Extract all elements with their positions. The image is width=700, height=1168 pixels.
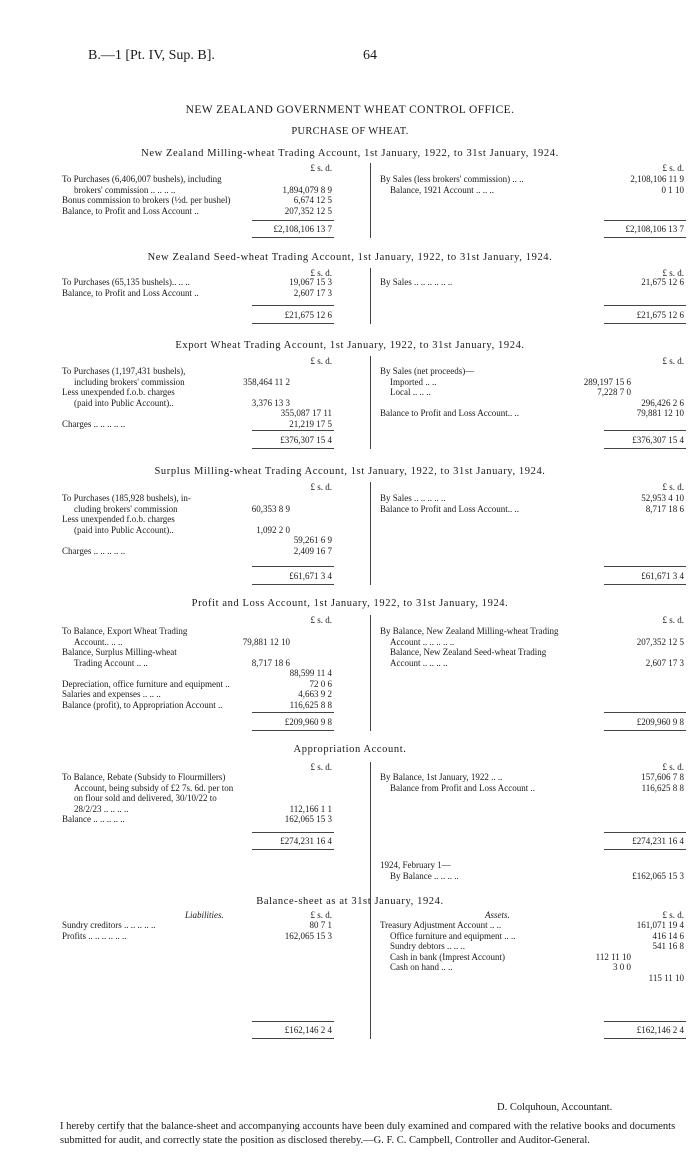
seed-total-rule [604, 305, 686, 306]
approp-after-label: By Balance .. .. .. .. [390, 871, 459, 881]
pl-right-amount: 207,352 12 5 [636, 636, 684, 647]
approp-total-rule [252, 849, 334, 850]
approp-left-amount: 162,065 15 3 [284, 814, 332, 824]
surplus-left-label: To Purchases (185,928 bushels), in- [62, 493, 191, 503]
pl-left-label: Balance (profit), to Appropriation Account .. [62, 699, 223, 710]
pl-total-rule [252, 712, 334, 713]
approp-right-label: Balance from Profit and Loss Account .. [390, 782, 535, 793]
accountant-signature: D. Colquhoun, Accountant. [497, 1102, 613, 1113]
bs-right-label: Cash on hand .. .. [390, 962, 453, 972]
pl-right-label: By Balance, New Zealand Milling-wheat Trading [380, 626, 559, 636]
bs-right-amount: 161,071 19 4 [636, 920, 684, 930]
page-number: 64 [363, 48, 377, 63]
export-title: Export Wheat Trading Account, 1st January, 1922, to 31st January, 1924. [175, 340, 525, 351]
surplus-total-rule [604, 566, 686, 567]
milling-total-rule [252, 220, 334, 221]
pl-total-rule [252, 730, 334, 731]
milling-right-label: Balance, 1921 Account .. .. .. [390, 184, 494, 195]
pl-left-label: To Balance, Export Wheat Trading [62, 626, 188, 636]
pl-left-amount: 72 0 6 [309, 678, 332, 689]
export-left-label: including brokers' commission [74, 376, 185, 387]
approp-left-label: To Balance, Rebate (Subsidy to Flourmillers) [62, 772, 226, 782]
surplus-divider [370, 482, 371, 585]
milling-total-right: £2,108,106 13 7 [625, 224, 684, 234]
surplus-left-sub-amount: 60,353 8 9 [251, 503, 290, 514]
seed-total-left: £21,675 12 6 [284, 310, 332, 320]
liabilities-label: Liabilities. [185, 910, 224, 920]
approp-after-amount: £162,065 15 3 [632, 871, 684, 881]
bs-total-rule [252, 1021, 334, 1022]
milling-right-label: By Sales (less brokers' commission) .. .. [380, 174, 524, 184]
pl-currency-right: £ s. d. [662, 615, 684, 625]
page-subtitle: PURCHASE OF WHEAT. [291, 126, 409, 137]
surplus-currency-right: £ s. d. [662, 482, 684, 492]
surplus-total-rule [252, 584, 334, 585]
approp-right-amount: 116,625 8 8 [641, 782, 684, 793]
bs-left-label: Profits .. .. .. .. .. .. [62, 930, 127, 941]
bs-left-label: Sundry creditors .. .. .. .. .. [62, 920, 156, 930]
approp-after-date: 1924, February 1— [380, 860, 451, 870]
surplus-total-right: £61,671 3 4 [641, 571, 684, 581]
page-reference: B.—1 [Pt. IV, Sup. B]. [88, 48, 215, 63]
seed-total-rule [252, 305, 334, 306]
approp-left-label: Balance .. .. .. .. .. [62, 814, 125, 824]
assets-label: Assets. [485, 910, 510, 920]
milling-left-amount: 6,674 12 5 [293, 195, 332, 205]
milling-total-rule [604, 237, 686, 238]
pl-right-amount: 2,607 17 3 [645, 657, 684, 668]
export-right-sub-amount: 289,197 15 6 [583, 376, 631, 387]
pl-left-amount: 4,663 9 2 [298, 689, 332, 699]
seed-total-rule [604, 323, 686, 324]
export-total-rule [252, 430, 334, 431]
bs-left-amount: 162,065 15 3 [284, 930, 332, 941]
milling-left-amount: 1,894,079 8 9 [282, 184, 332, 195]
milling-left-amount: 207,352 12 5 [284, 205, 332, 216]
bs-total-rule [604, 1038, 686, 1039]
export-left-label: To Purchases (1,197,431 bushels), [62, 366, 186, 376]
export-right-label: Local .. .. .. [390, 387, 431, 397]
surplus-left-amount: 59,261 6 9 [293, 535, 332, 545]
seed-right-label: By Sales .. .. .. .. .. .. [380, 277, 453, 287]
surplus-right-label: By Sales .. .. .. .. .. [380, 493, 446, 503]
surplus-left-amount: 2,409 16 7 [293, 545, 332, 556]
pl-divider [370, 615, 371, 731]
export-left-sub-amount: 358,464 11 2 [243, 376, 290, 387]
bs-right-label: Treasury Adjustment Account .. .. [380, 920, 502, 930]
seed-total-right: £21,675 12 6 [636, 310, 684, 320]
pl-left-label: Salaries and expenses .. .. .. [62, 689, 161, 699]
seed-left-label: To Purchases (65,135 bushels).. .. .. [62, 277, 190, 287]
export-total-left: £376,307 15 4 [280, 435, 332, 445]
export-left-amount: 355,087 17 11 [280, 408, 332, 418]
bs-right-amount: 416 14 6 [652, 930, 684, 941]
approp-left-label: 28/2/23 .. .. .. .. [74, 803, 129, 814]
page-title: NEW ZEALAND GOVERNMENT WHEAT CONTROL OFFICE. [185, 104, 515, 116]
approp-divider [370, 762, 371, 916]
milling-right-amount: 2,108,106 11 9 [630, 174, 684, 184]
export-right-sub-amount: 7,228 7 0 [597, 387, 631, 397]
surplus-right-amount: 52,953 4 10 [641, 493, 684, 503]
seed-title: New Zealand Seed-wheat Trading Account, 1st January, 1922, to 31st January, 1924. [147, 252, 553, 263]
export-currency-left: £ s. d. [310, 356, 332, 366]
export-total-rule [252, 448, 334, 449]
milling-left-label: To Purchases (6,406,007 bushels), including [62, 174, 222, 184]
surplus-total-rule [252, 566, 334, 567]
bs-currency-left: £ s. d. [310, 910, 332, 920]
bs-right-amount: 115 11 10 [648, 972, 684, 983]
pl-left-label: Depreciation, office furniture and equipment .. [62, 678, 230, 689]
seed-left-label: Balance, to Profit and Loss Account .. [62, 287, 199, 298]
export-left-label: Less unexpended f.o.b. charges [62, 387, 175, 397]
milling-currency-left: £ s. d. [310, 163, 332, 173]
pl-right-label: Balance, New Zealand Seed-wheat Trading [390, 647, 547, 657]
pl-left-amount: 88,599 11 4 [289, 668, 332, 678]
surplus-left-label: (paid into Public Account).. [74, 524, 174, 535]
surplus-total-left: £61,671 3 4 [289, 571, 332, 581]
bs-right-sub-amount: 112 11 10 [595, 951, 631, 962]
surplus-left-label: cluding brokers' commission [74, 503, 178, 514]
surplus-left-label: Charges .. .. .. .. .. [62, 545, 126, 556]
surplus-right-label: Balance to Profit and Loss Account.. .. [380, 503, 519, 514]
bs-right-amount: 541 16 8 [652, 941, 684, 951]
export-right-label: Imported .. .. [390, 376, 437, 387]
approp-left-label: Account, being subsidy of £2 7s. 6d. per ton [74, 782, 234, 793]
export-left-label: (paid into Public Account).. [74, 397, 174, 408]
export-right-amount: 296,426 2 6 [641, 397, 684, 408]
bs-right-label: Cash in bank (Imprest Account) [390, 951, 505, 962]
pl-left-label: Trading Account .. .. [74, 657, 148, 668]
export-total-rule [604, 430, 686, 431]
bs-total-left: £162,146 2 4 [284, 1025, 332, 1035]
pl-total-rule [604, 712, 686, 713]
pl-left-label: Account.. .. .. [74, 636, 123, 647]
pl-left-sub-amount: 79,881 12 10 [242, 636, 290, 647]
milling-left-label: brokers' commission .. .. .. .. [74, 184, 176, 195]
approp-right-label: By Balance, 1st January, 1922 .. .. [380, 772, 503, 782]
pl-left-label: Balance, Surplus Milling-wheat [62, 647, 177, 657]
bs-total-rule [252, 1038, 334, 1039]
export-right-label: By Sales (net proceeds)— [380, 366, 475, 376]
export-left-label: Charges .. .. .. .. .. [62, 418, 126, 429]
approp-currency-left: £ s. d. [310, 762, 332, 772]
approp-title: Appropriation Account. [293, 744, 407, 755]
export-total-rule [604, 448, 686, 449]
approp-left-amount: 112,166 1 1 [289, 803, 332, 814]
pl-right-label: Account .. .. .. .. .. [390, 636, 455, 647]
seed-currency-left: £ s. d. [310, 268, 332, 278]
bs-right-sub-amount: 3 0 0 [613, 962, 631, 972]
surplus-total-rule [604, 584, 686, 585]
pl-total-left: £209,960 9 8 [284, 717, 332, 727]
pl-right-label: Account .. .. .. .. [390, 657, 448, 668]
bs-left-amount: 80 7 1 [309, 920, 332, 930]
pl-left-amount: 116,625 8 8 [289, 699, 332, 710]
bs-total-right: £162,146 2 4 [636, 1025, 684, 1035]
approp-currency-right: £ s. d. [662, 762, 684, 772]
milling-right-amount: 0 1 10 [661, 184, 684, 195]
milling-total-rule [252, 237, 334, 238]
approp-total-rule [252, 832, 334, 833]
milling-divider [370, 163, 371, 238]
approp-right-amount: 157,606 7 8 [641, 772, 684, 782]
milling-title: New Zealand Milling-wheat Trading Account, 1st January, 1922, to 31st January, 1924. [141, 148, 559, 159]
milling-total-left: £2,108,106 13 7 [273, 224, 332, 234]
seed-divider [370, 268, 371, 324]
seed-currency-right: £ s. d. [662, 268, 684, 278]
bs-title: Balance-sheet as at 31st January, 1924. [256, 896, 444, 907]
pl-total-rule [604, 730, 686, 731]
pl-left-sub-amount: 8,717 18 6 [251, 657, 290, 668]
approp-total-rule [604, 849, 686, 850]
milling-total-rule [604, 220, 686, 221]
milling-left-label: Bonus commission to brokers (½d. per bushel) [62, 195, 231, 205]
pl-currency-left: £ s. d. [310, 615, 332, 625]
export-right-amount: 79,881 12 10 [636, 408, 684, 418]
approp-total-left: £274,231 16 4 [280, 836, 332, 846]
export-total-right: £376,307 15 4 [632, 435, 684, 445]
approp-total-right: £274,231 16 4 [632, 836, 684, 846]
export-left-sub-amount: 3,376 13 3 [251, 397, 290, 408]
seed-left-amount: 19,067 15 3 [289, 277, 332, 287]
surplus-title: Surplus Milling-wheat Trading Account, 1st January, 1922, to 31st January, 1924. [154, 466, 546, 477]
bs-divider [370, 910, 371, 1039]
pl-title: Profit and Loss Account, 1st January, 1922, to 31st January, 1924. [191, 598, 509, 609]
bs-currency-right: £ s. d. [662, 910, 684, 920]
approp-total-rule [604, 832, 686, 833]
export-right-label: Balance to Profit and Loss Account.. .. [380, 408, 519, 418]
auditor-certificate: I hereby certify that the balance-sheet and accompanying accounts have been duly examined and compared with the relative books and documents submitted for audit, and correctly state the position as disclosed thereby.—G. F. C. Campbell, Controller and Auditor-General. [60, 1121, 676, 1146]
bs-total-rule [604, 1021, 686, 1022]
export-divider [370, 356, 371, 449]
bs-right-label: Sundry debtors .. .. .. [390, 941, 465, 951]
surplus-left-sub-amount: 1,092 2 0 [256, 524, 290, 535]
milling-currency-right: £ s. d. [662, 163, 684, 173]
seed-right-amount: 21,675 12 6 [641, 277, 684, 287]
bs-right-label: Office furniture and equipment .. .. [390, 930, 516, 941]
approp-left-label: on flour sold and delivered, 30/10/22 to [74, 793, 217, 803]
surplus-currency-left: £ s. d. [310, 482, 332, 492]
seed-left-amount: 2,607 17 3 [293, 287, 332, 298]
export-currency-right: £ s. d. [662, 356, 684, 366]
seed-total-rule [252, 323, 334, 324]
surplus-left-label: Less unexpended f.o.b. charges [62, 514, 175, 524]
milling-left-label: Balance, to Profit and Loss Account .. [62, 205, 199, 216]
export-left-amount: 21,219 17 5 [289, 418, 332, 429]
pl-total-right: £209,960 9 8 [636, 717, 684, 727]
surplus-right-amount: 8,717 18 6 [645, 503, 684, 514]
